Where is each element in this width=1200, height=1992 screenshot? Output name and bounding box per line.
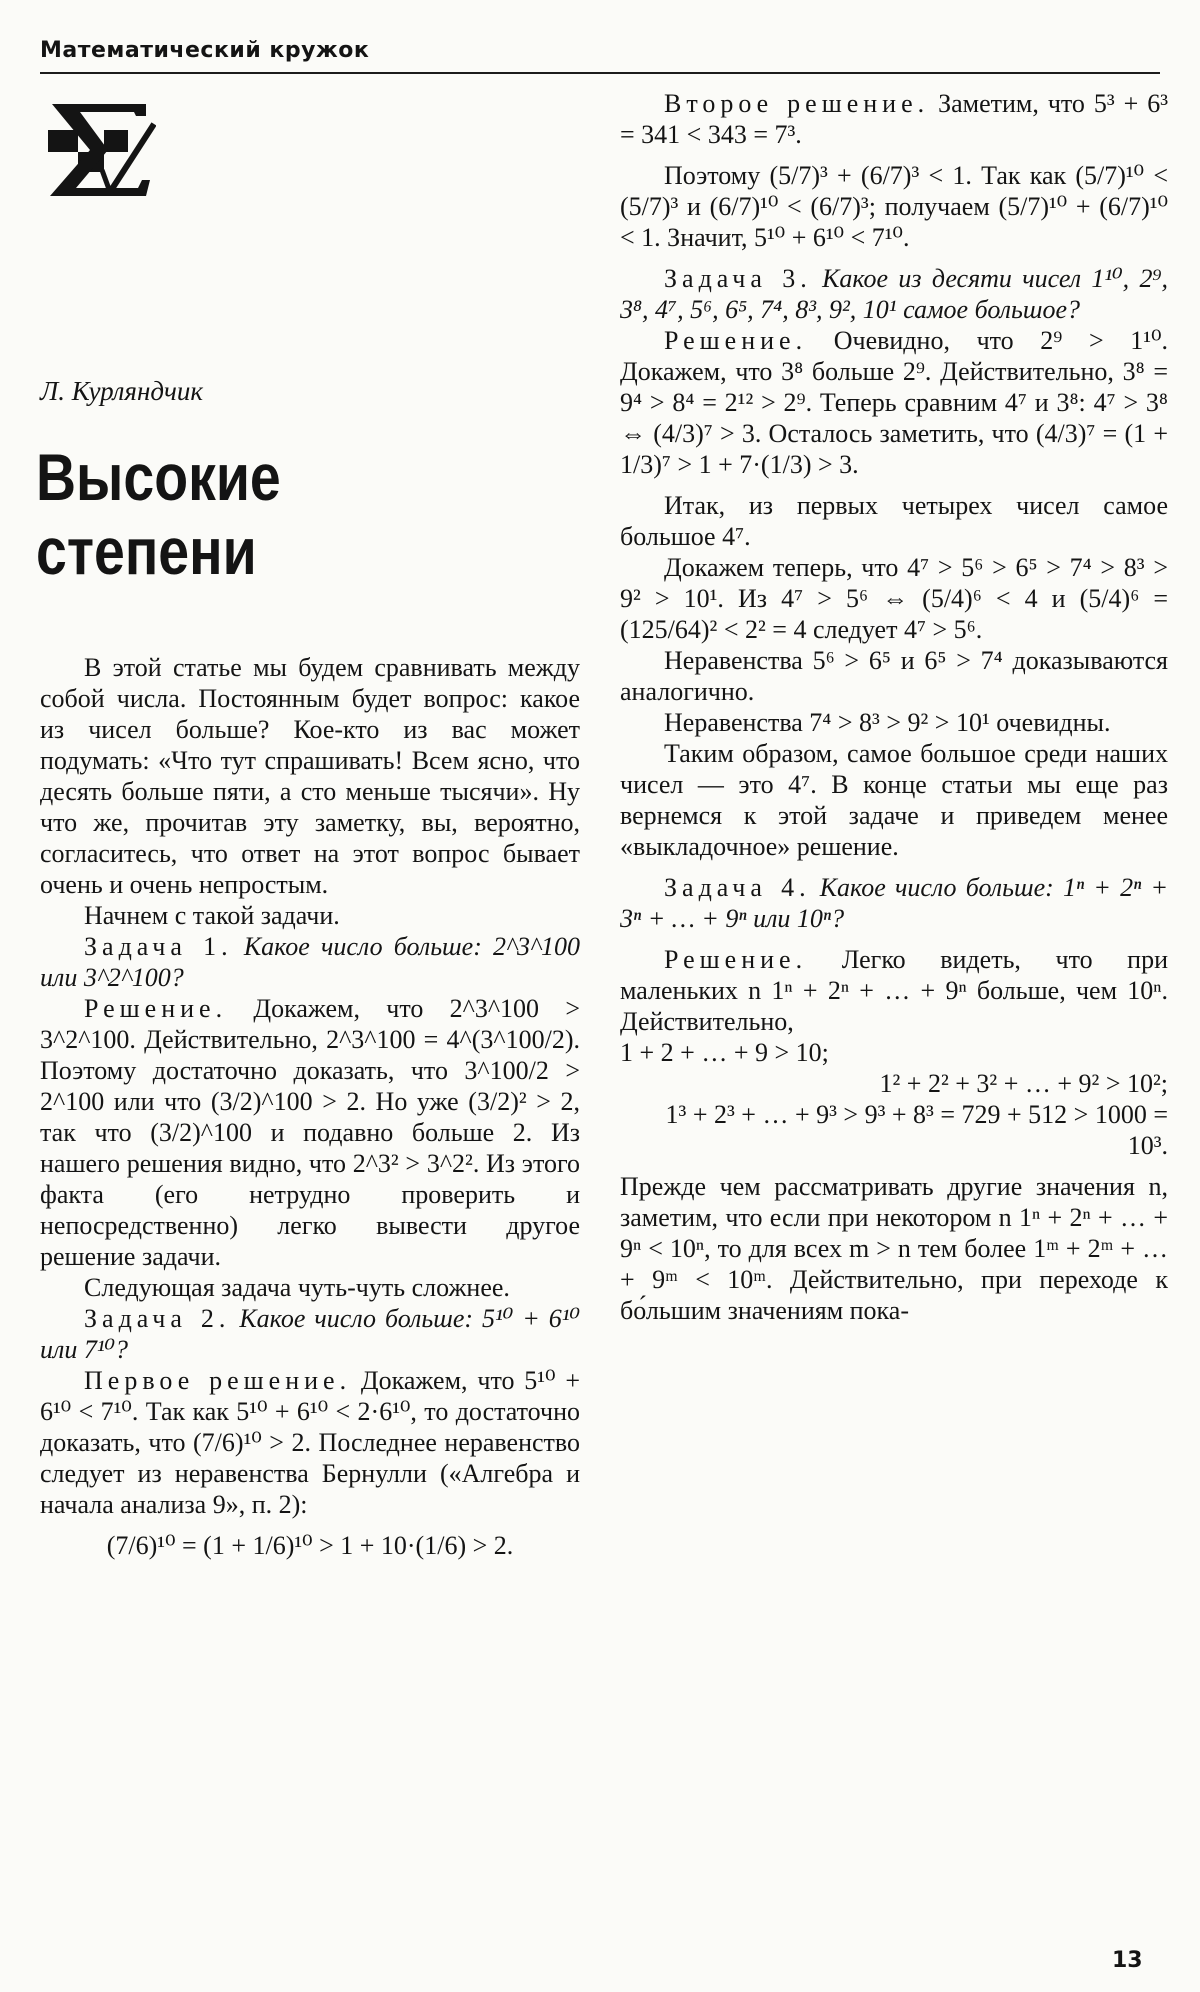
problem-4-label: Задача 4.: [664, 873, 811, 902]
problem-2-question: Какое число больше: 5¹⁰ + 6¹⁰ или 7¹⁰?: [40, 1304, 580, 1364]
problem-1-question: Какое число больше: 2^3^100 или 3^2^100?: [40, 932, 580, 992]
header-rule: [40, 72, 1160, 74]
title-line-1: Высокие: [36, 440, 281, 514]
right-column: [620, 88, 1168, 1326]
problem-4: [620, 872, 1168, 934]
summary-paragraph: Таким образом, самое большое среди наших чисел — это 4⁷. В конце статьи мы еще раз вернемся к этой задаче и приведем менее «выкладочное» решение.: [620, 739, 1168, 861]
sigma-logo-icon: [46, 100, 156, 200]
analogous-inequalities: Неравенства 5⁶ > 6⁵ и 6⁵ > 7⁴ доказываются аналогично.: [620, 646, 1168, 706]
spacer: [620, 934, 1168, 944]
solution-2a-label: Первое решение.: [84, 1366, 352, 1395]
intro-paragraph: В этой статье мы будем сравнивать между собой числа. Постоянным будет вопрос: какое из чисел больше? Кое-кто из вас может подумать: «Что тут спрашивать! Всем ясно, что десять больше пяти, а сто меньше тысячи». Ну что же, прочитав эту заметку, вы, вероятно, согласитесь, что ответ на этот вопрос бывает очень и очень непростым.: [40, 653, 580, 899]
problem-3: [620, 263, 1168, 325]
problem-2-label: Задача 2.: [84, 1304, 231, 1333]
bernoulli-formula: (7/6)¹⁰ = (1 + 1/6)¹⁰ > 1 + 10·(1/6) > 2.: [106, 1531, 514, 1560]
problem-4-question: Какое число больше: 1ⁿ + 2ⁿ + 3ⁿ + … + 9ⁿ или 10ⁿ?: [620, 873, 1168, 933]
solution-2a: [40, 1365, 580, 1520]
article-title: [36, 440, 473, 588]
problem-3-question: Какое из десяти чисел 1¹⁰, 2⁹, 3⁸, 4⁷, 5⁶, 6⁵, 7⁴, 8³, 9², 10¹ самое большое?: [620, 264, 1168, 324]
solution-4-label: Решение.: [664, 945, 808, 974]
problem-3-label: Задача 3.: [664, 264, 812, 293]
lead-in-text: Начнем с такой задачи.: [84, 901, 340, 930]
spacer: [40, 1520, 580, 1530]
problem-1: [40, 931, 580, 993]
solution-2b-text: Поэтому (5/7)³ + (6/7)³ < 1. Так как (5/7)¹⁰ < (5/7)³ и (6/7)¹⁰ < (6/7)³; получаем (5/7)¹⁰ + (6/7)¹⁰ < 1. Значит, 5¹⁰ + 6¹⁰ < 7¹⁰.: [620, 161, 1168, 252]
obvious-inequalities: Неравенства 7⁴ > 8³ > 9² > 10¹ очевидны.: [664, 708, 1111, 737]
sum-formula-2: 1² + 2² + 3² + … + 9² > 10²;: [879, 1069, 1168, 1098]
solution-2b-lead: Заметим, что 5³ + 6³ = 341 < 343 = 7³.: [620, 89, 1169, 149]
solution-3-text: Очевидно, что 2⁹ > 1¹⁰. Докажем, что 3⁸ больше 2⁹. Действительно, 3⁸ = 9⁴ > 8⁴ = 2¹² > 2⁹. Теперь сравним 4⁷ и 3⁸: 4⁷ > 3⁸ ⇔ (4/3)⁷ > 3. Осталось заметить, что (4/3)⁷ = (1 + 1/3)⁷ > 1 + 7·(1/3) > 3.: [620, 326, 1168, 479]
author-name: Л. Курляндчик: [40, 376, 204, 406]
solution-4: [620, 944, 1168, 1037]
spacer: [620, 480, 1168, 490]
solution-3: [620, 325, 1168, 480]
spacer: [620, 1161, 1168, 1171]
sum-formula-3: 1³ + 2³ + … + 9³ > 9³ + 8³ = 729 + 512 > 1000 = 10³.: [665, 1100, 1168, 1160]
solution-1: [40, 993, 580, 1272]
final-paragraph: Прежде чем рассматривать другие значения n, заметим, что если при некотором n 1ⁿ + 2ⁿ + … + 9ⁿ < 10ⁿ, то для всех m > n тем более 1ᵐ + 2ᵐ + … + 9ᵐ < 10ᵐ. Действительно, при переходе к бо́льшим значениям пока-: [620, 1172, 1168, 1325]
problem-2: [40, 1303, 580, 1365]
left-column: [40, 652, 580, 1561]
solution-2b-label: Второе решение.: [664, 89, 930, 118]
solution-4-text: Легко видеть, что при маленьких n 1ⁿ + 2ⁿ + … + 9ⁿ больше, чем 10ⁿ. Действительно,: [620, 945, 1169, 1036]
page-number: 13: [1112, 1948, 1143, 1973]
solution-3-label: Решение.: [664, 326, 808, 355]
spacer: [620, 862, 1168, 872]
spacer: [620, 253, 1168, 263]
section-header: Математический кружок: [40, 38, 370, 63]
spacer: [620, 150, 1168, 160]
proof-chain: Докажем теперь, что 4⁷ > 5⁶ > 6⁵ > 7⁴ > 8³ > 9² > 10¹. Из 4⁷ > 5⁶ ⇔ (5/4)⁶ < 4 и (5/4)⁶ = (125/64)² < 2² = 4 следует 4⁷ > 5⁶.: [620, 553, 1168, 644]
solution-1-label: Решение.: [84, 994, 228, 1023]
problem-1-label: Задача 1.: [84, 932, 233, 961]
sum-formula-1: 1 + 2 + … + 9 > 10;: [620, 1038, 829, 1067]
transition-text: Следующая задача чуть-чуть сложнее.: [84, 1273, 510, 1302]
solution-2b: [620, 88, 1168, 150]
solution-2a-text: Докажем, что 5¹⁰ + 6¹⁰ < 7¹⁰. Так как 5¹⁰ + 6¹⁰ < 2·6¹⁰, то достаточно доказать, что (7/6)¹⁰ > 2. Последнее неравенство следует из неравенства Бернулли («Алгебра и начала анализа 9», п. 2):: [40, 1366, 580, 1519]
solution-1-text: Докажем, что 2^3^100 > 3^2^100. Действительно, 2^3^100 = 4^(3^100/2). Поэтому достаточно доказать, что 3^100/2 > 2^100 или что (3/2)^100 > 2. Но уже (3/2)² > 2, так что (3/2)^100 и подавно больше 2. Из нашего решения видно, что 2^3² > 3^2². Из этого факта (его нетрудно проверить и непосредственно) легко вывести другое решение задачи.: [40, 994, 580, 1271]
title-line-2: степени: [36, 514, 257, 588]
conclusion-first-four: Итак, из первых четырех чисел самое большое 4⁷.: [620, 491, 1168, 551]
